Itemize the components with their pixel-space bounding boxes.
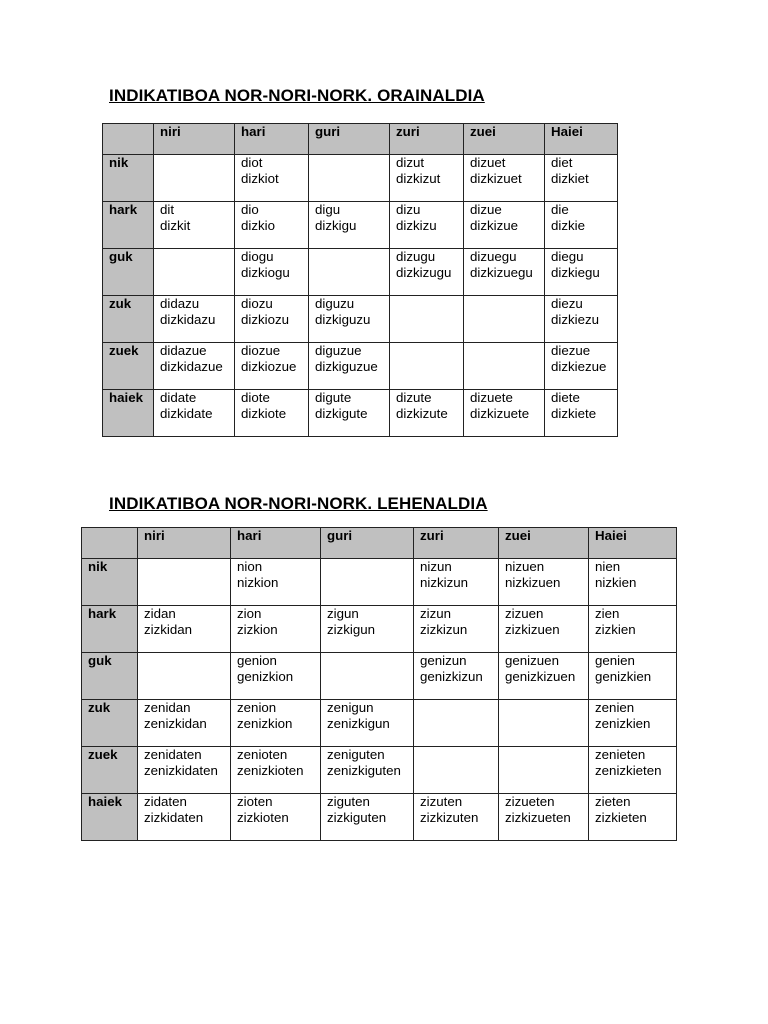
table-cell (414, 653, 499, 700)
verb-form-singular: dizute (396, 390, 432, 405)
table-cell (309, 343, 390, 390)
table-cell (589, 606, 677, 653)
table-cell (235, 155, 309, 202)
verb-form-singular: nien (595, 559, 621, 574)
table-cell (499, 747, 589, 794)
table-cell (154, 155, 235, 202)
verb-form-singular: diezu (551, 296, 583, 311)
table-cell (589, 747, 677, 794)
table-cell (309, 296, 390, 343)
verb-form-plural: nizkion (237, 574, 279, 590)
verb-form-plural: zizkizueten (505, 809, 571, 825)
table-row (103, 343, 618, 390)
verb-form-singular: diguzue (315, 343, 362, 358)
verb-form-plural: zizkioten (237, 809, 289, 825)
verb-form-singular: zeniguten (327, 747, 385, 762)
verb-form-plural: zizkizuten (420, 809, 479, 825)
table-cell (321, 794, 414, 841)
verb-form-singular: zidan (144, 606, 176, 621)
verb-form-singular: dizue (470, 202, 502, 217)
verb-form-plural: zenizkioten (237, 762, 304, 778)
table-cell (499, 606, 589, 653)
row-header: haiek (82, 794, 138, 841)
table-cell (464, 155, 545, 202)
column-header: Haiei (545, 124, 618, 155)
verb-form-plural: dizkit (160, 217, 191, 233)
verb-form-plural: zizkiguten (327, 809, 387, 825)
column-header: zuei (499, 528, 589, 559)
verb-form-singular: zenidan (144, 700, 191, 715)
table-cell (321, 606, 414, 653)
verb-form-plural: dizkigu (315, 217, 357, 233)
table-cell (390, 390, 464, 437)
verb-form-plural: dizkigute (315, 405, 368, 421)
table-row (82, 606, 677, 653)
verb-form-singular: ziguten (327, 794, 370, 809)
table-cell (235, 296, 309, 343)
verb-form-singular: zizun (420, 606, 452, 621)
verb-form-plural: dizkizuegu (470, 264, 533, 280)
column-header: hari (231, 528, 321, 559)
column-header: zuri (414, 528, 499, 559)
table-cell (231, 606, 321, 653)
verb-form-plural: dizkidate (160, 405, 213, 421)
table-cell (589, 653, 677, 700)
verb-form-singular: diegu (551, 249, 584, 264)
row-header: guk (103, 249, 154, 296)
table-title-lehenaldia: INDIKATIBOA NOR-NORI-NORK. LEHENALDIA (109, 494, 488, 513)
verb-form-singular: dizugu (396, 249, 436, 264)
table-cell (464, 202, 545, 249)
verb-form-plural: dizkiozu (241, 311, 290, 327)
verb-form-plural: zenizkien (595, 715, 651, 731)
verb-form-plural: nizkizun (420, 574, 469, 590)
verb-form-plural: dizkizugu (396, 264, 452, 280)
verb-form-plural: zizkizuen (505, 621, 560, 637)
table-cell (138, 559, 231, 606)
table-row (103, 202, 618, 249)
table-cell (464, 390, 545, 437)
table-cell (235, 249, 309, 296)
verb-form-singular: zenien (595, 700, 635, 715)
verb-form-plural: dizkiote (241, 405, 287, 421)
table-cell (545, 390, 618, 437)
table-cell (154, 296, 235, 343)
verb-form-plural: dizkiet (551, 170, 589, 186)
verb-form-plural: genizkion (237, 668, 294, 684)
verb-form-plural: dizkiozue (241, 358, 297, 374)
table-cell (321, 653, 414, 700)
table-cell (235, 202, 309, 249)
table-cell (499, 559, 589, 606)
column-header: zuri (390, 124, 464, 155)
column-header: guri (321, 528, 414, 559)
verb-form-singular: zenieten (595, 747, 646, 762)
verb-form-singular: die (551, 202, 569, 217)
verb-form-singular: dizu (396, 202, 421, 217)
row-header: zuk (103, 296, 154, 343)
verb-form-singular: genien (595, 653, 635, 668)
header-row (103, 124, 618, 155)
table-cell (321, 700, 414, 747)
table-cell (138, 747, 231, 794)
verb-form-singular: diet (551, 155, 573, 170)
table-cell (589, 559, 677, 606)
table-cell (589, 700, 677, 747)
verb-form-singular: diogu (241, 249, 274, 264)
table-cell (464, 343, 545, 390)
verb-form-singular: zioten (237, 794, 273, 809)
verb-form-plural: dizkiete (551, 405, 597, 421)
verb-form-plural: zizkion (237, 621, 278, 637)
verb-form-plural: zenizkiguten (327, 762, 401, 778)
verb-form-singular: digu (315, 202, 341, 217)
verb-form-singular: didate (160, 390, 197, 405)
table-cell (138, 700, 231, 747)
table-cell (390, 343, 464, 390)
table-cell (390, 249, 464, 296)
table-cell (414, 559, 499, 606)
table-row (82, 700, 677, 747)
verb-form-singular: zidaten (144, 794, 187, 809)
table-cell (321, 747, 414, 794)
table-cell (545, 155, 618, 202)
verb-form-singular: nizun (420, 559, 452, 574)
verb-form-plural: dizkidazu (160, 311, 216, 327)
verb-form-plural: zizkigun (327, 621, 376, 637)
verb-form-singular: dizut (396, 155, 425, 170)
verb-form-singular: zion (237, 606, 262, 621)
table-cell (231, 794, 321, 841)
row-header: hark (82, 606, 138, 653)
verb-form-plural: zizkien (595, 621, 636, 637)
verb-form-singular: zenigun (327, 700, 374, 715)
verb-form-plural: zizkizun (420, 621, 468, 637)
table-cell (235, 390, 309, 437)
table-cell (309, 390, 390, 437)
verb-form-singular: zizuen (505, 606, 544, 621)
verb-form-singular: genizun (420, 653, 467, 668)
column-header: guri (309, 124, 390, 155)
column-header: hari (235, 124, 309, 155)
conjugation-table-orainaldia (102, 123, 618, 437)
verb-form-singular: zenioten (237, 747, 288, 762)
table-cell (154, 249, 235, 296)
verb-form-singular: diot (241, 155, 263, 170)
table-cell (138, 794, 231, 841)
verb-form-singular: diozu (241, 296, 273, 311)
verb-form-plural: dizkizuete (470, 405, 530, 421)
verb-form-plural: dizkizut (396, 170, 441, 186)
verb-form-plural: dizkiguzue (315, 358, 378, 374)
verb-form-plural: genizkizuen (505, 668, 576, 684)
verb-form-singular: dio (241, 202, 259, 217)
row-header: zuek (103, 343, 154, 390)
table-cell (545, 296, 618, 343)
verb-form-plural: dizkiezue (551, 358, 607, 374)
verb-form-plural: dizkizu (396, 217, 437, 233)
verb-form-singular: dizuet (470, 155, 506, 170)
verb-form-plural: dizkiguzu (315, 311, 371, 327)
verb-form-plural: dizkizuet (470, 170, 522, 186)
verb-form-singular: digute (315, 390, 352, 405)
verb-form-plural: dizkiezu (551, 311, 600, 327)
verb-form-plural: dizkizue (470, 217, 519, 233)
row-header: hark (103, 202, 154, 249)
verb-form-singular: dizuete (470, 390, 513, 405)
verb-form-singular: diguzu (315, 296, 355, 311)
verb-form-singular: genion (237, 653, 277, 668)
table-row (82, 559, 677, 606)
table-cell (414, 700, 499, 747)
verb-form-plural: genizkizun (420, 668, 483, 684)
row-header: nik (82, 559, 138, 606)
table-row (82, 653, 677, 700)
table-cell (464, 296, 545, 343)
row-header: zuk (82, 700, 138, 747)
header-row (82, 528, 677, 559)
verb-form-singular: zenidaten (144, 747, 202, 762)
row-header: zuek (82, 747, 138, 794)
table-cell (390, 155, 464, 202)
verb-form-plural: dizkiot (241, 170, 279, 186)
table-cell (154, 390, 235, 437)
table-row (103, 249, 618, 296)
verb-form-plural: zenizkigun (327, 715, 390, 731)
table-row (103, 155, 618, 202)
verb-form-plural: dizkiegu (551, 264, 600, 280)
column-header: Haiei (589, 528, 677, 559)
verb-form-plural: zizkidaten (144, 809, 204, 825)
table-cell (309, 249, 390, 296)
verb-form-singular: dit (160, 202, 175, 217)
column-header: zuei (464, 124, 545, 155)
table-cell (464, 249, 545, 296)
verb-form-plural: genizkien (595, 668, 652, 684)
table-row (103, 296, 618, 343)
verb-form-singular: genizuen (505, 653, 559, 668)
table-cell (545, 202, 618, 249)
table-row (82, 794, 677, 841)
verb-form-singular: diezue (551, 343, 591, 358)
verb-form-plural: zizkieten (595, 809, 647, 825)
verb-form-plural: zizkidan (144, 621, 193, 637)
verb-form-singular: didazue (160, 343, 207, 358)
verb-form-plural: dizkio (241, 217, 275, 233)
table-cell (499, 794, 589, 841)
verb-form-singular: diote (241, 390, 270, 405)
table-cell (231, 747, 321, 794)
verb-form-singular: didazu (160, 296, 200, 311)
conjugation-table-lehenaldia (81, 527, 677, 841)
table-cell (545, 249, 618, 296)
table-cell (231, 653, 321, 700)
verb-form-plural: nizkien (595, 574, 637, 590)
verb-form-singular: diozue (241, 343, 281, 358)
verb-form-plural: zenizkidaten (144, 762, 218, 778)
verb-form-singular: diete (551, 390, 580, 405)
verb-form-singular: zizuten (420, 794, 463, 809)
verb-form-singular: zenion (237, 700, 277, 715)
table-row (103, 390, 618, 437)
table-cell (154, 343, 235, 390)
verb-form-plural: dizkidazue (160, 358, 223, 374)
corner-cell (103, 124, 154, 155)
column-header: niri (138, 528, 231, 559)
table-title-orainaldia: INDIKATIBOA NOR-NORI-NORK. ORAINALDIA (109, 86, 485, 105)
verb-form-singular: zigun (327, 606, 359, 621)
verb-form-plural: zenizkieten (595, 762, 662, 778)
table-cell (154, 202, 235, 249)
verb-form-singular: zien (595, 606, 620, 621)
table-cell (138, 606, 231, 653)
verb-form-singular: nizuen (505, 559, 545, 574)
table-cell (309, 155, 390, 202)
verb-form-plural: dizkie (551, 217, 585, 233)
table-cell (414, 747, 499, 794)
row-header: haiek (103, 390, 154, 437)
corner-cell (82, 528, 138, 559)
table-cell (589, 794, 677, 841)
table-cell (499, 700, 589, 747)
table-cell (414, 606, 499, 653)
verb-form-plural: zenizkidan (144, 715, 207, 731)
table-row (82, 747, 677, 794)
table-cell (235, 343, 309, 390)
row-header: nik (103, 155, 154, 202)
table-cell (321, 559, 414, 606)
verb-form-singular: dizuegu (470, 249, 517, 264)
row-header: guk (82, 653, 138, 700)
verb-form-singular: zizueten (505, 794, 555, 809)
verb-form-plural: zenizkion (237, 715, 293, 731)
verb-form-plural: nizkizuen (505, 574, 561, 590)
verb-form-singular: nion (237, 559, 263, 574)
table-cell (309, 202, 390, 249)
verb-form-plural: dizkiogu (241, 264, 290, 280)
table-cell (390, 296, 464, 343)
table-cell (414, 794, 499, 841)
verb-form-plural: dizkizute (396, 405, 448, 421)
table-cell (390, 202, 464, 249)
table-cell (499, 653, 589, 700)
table-cell (231, 700, 321, 747)
verb-form-singular: zieten (595, 794, 631, 809)
column-header: niri (154, 124, 235, 155)
table-cell (231, 559, 321, 606)
table-cell (138, 653, 231, 700)
table-cell (545, 343, 618, 390)
